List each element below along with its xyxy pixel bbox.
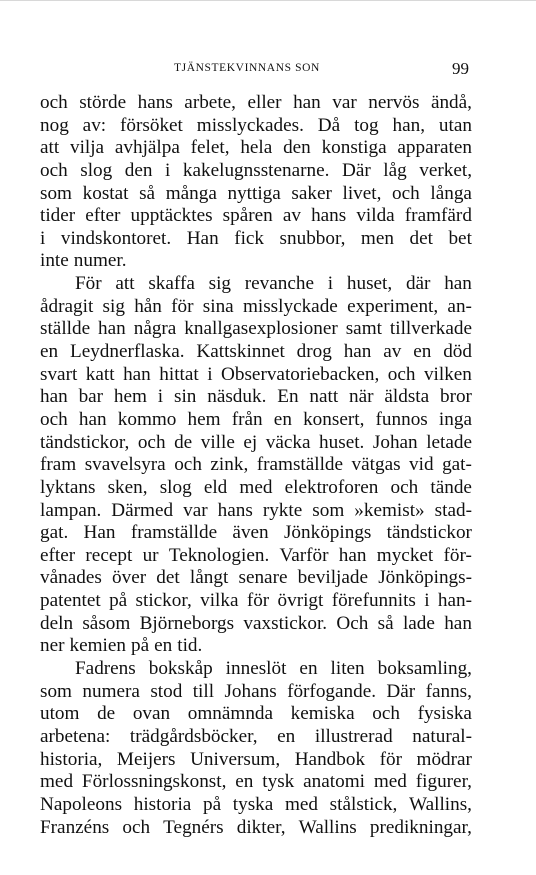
running-header: TJÄNSTEKVINNANS SON	[174, 62, 320, 74]
text-line: gat. Han framställde även Jönköpings tändstickor	[40, 522, 472, 544]
text-line: historia, Meijers Universum, Handbok för mödrar	[40, 748, 472, 770]
text-line: som kostat så många nyttiga saker livet, och långa	[40, 182, 472, 204]
text-line: och störde hans arbete, eller han var nervös ändå,	[40, 92, 472, 113]
body-text	[40, 92, 472, 839]
text-line: ådragit sig hån för sina misslyckade experiment, an-	[40, 295, 472, 317]
text-line: Napoleons historia på tyska med stålstick, Wallins,	[40, 793, 472, 815]
text-line: utom de ovan omnämnda kemiska och fysiska	[40, 703, 472, 725]
text-line: tändstickor, och de ville ej väcka huset. Johan letade	[40, 431, 472, 453]
text-line: ner kemien på en tid.	[40, 635, 203, 657]
text-line: patentet på stickor, vilka för övrigt förefunnits i han-	[40, 590, 472, 612]
text-line: nog av: försöket misslyckades. Då tog han, utan	[40, 114, 472, 136]
text-line: fram svavelsyra och zink, framställde vätgas vid gat-	[40, 454, 472, 476]
text-line: ställde han några knallgasexplosioner samt tillverkade	[40, 318, 472, 340]
text-line: lyktans sken, slog eld med elektroforen och tände	[40, 476, 472, 498]
page-number: 99	[452, 59, 469, 78]
text-line: och han kommo hem från en konsert, funnos inga	[40, 408, 472, 430]
text-line: För att skaffa sig revanche i huset, där han	[75, 273, 472, 295]
text-line: arbetena: trädgårdsböcker, en illustrerad natural-	[40, 725, 472, 747]
text-line: Franzéns och Tegnérs dikter, Wallins predikningar,	[40, 816, 472, 838]
text-line: som numera stod till Johans förfogande. Där fanns,	[40, 680, 472, 702]
text-line: svart katt han hittat i Observatoriebacken, och vilken	[40, 363, 472, 385]
text-line: han bar hem i sin näsduk. En natt när äldsta bror	[40, 386, 472, 408]
text-line: vånades över det långt senare beviljade Jönköpings-	[40, 567, 472, 589]
text-line: Fadrens bokskåp inneslöt en liten boksamling,	[75, 658, 472, 680]
text-line: med Förlossningskonst, en tysk anatomi med figurer,	[40, 771, 472, 793]
text-line: en Leydnerflaska. Kattskinnet drog han av en död	[40, 341, 472, 363]
text-line: att vilja avhjälpa felet, hela den konstiga apparaten	[40, 137, 472, 159]
text-line: efter recept ur Teknologien. Varför han mycket för-	[40, 544, 472, 566]
page-top-edge	[0, 0, 536, 1]
text-line: i vindskontoret. Han fick snubbor, men det bet	[40, 227, 472, 249]
text-line: deln såsom Björneborgs vaxstickor. Och så lade han	[40, 612, 472, 634]
text-line: och slog den i kakelugnsstenarne. Där låg verket,	[40, 159, 472, 181]
text-line: lampan. Därmed var hans rykte som »kemist» stad-	[40, 499, 472, 521]
text-line: inte numer.	[40, 250, 127, 272]
text-line: tider efter upptäcktes spåren av hans vilda framfärd	[40, 205, 472, 227]
